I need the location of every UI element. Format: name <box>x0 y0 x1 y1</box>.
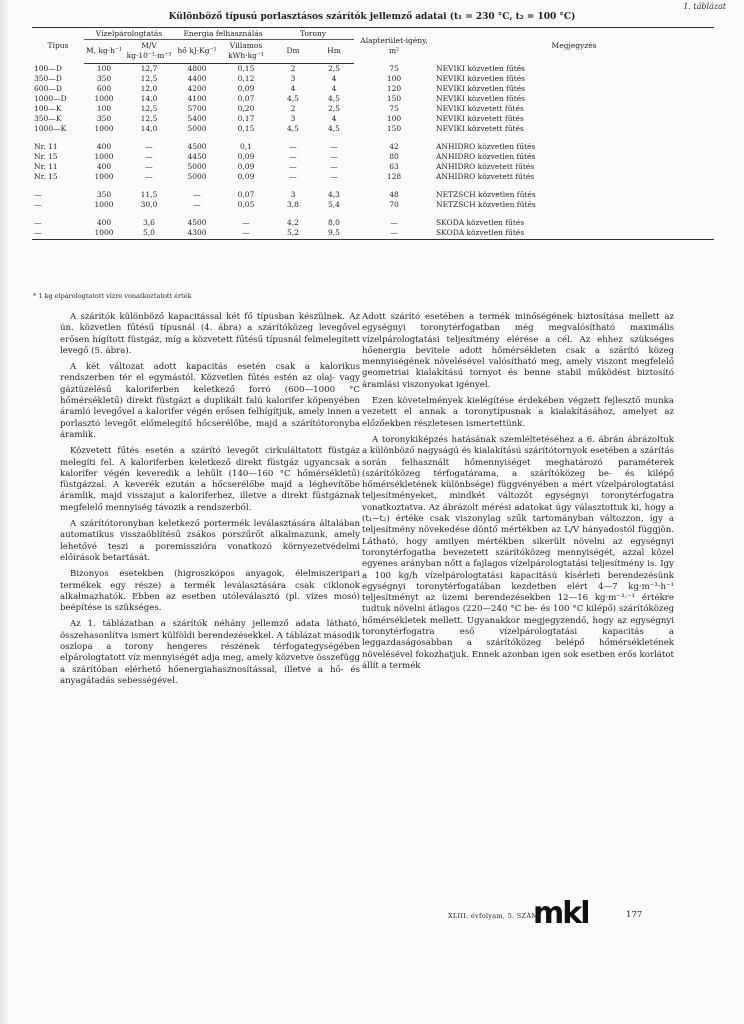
paragraph: A szárítók különböző kapacitással két fő típusban készülnek. Az ún. közvetlen fűtésű típusnál (4. ábra) a szárítóközeg levegővel erősen hígított füstgáz, míg a közvetett fűtésű típusnál felmelegített levegő (5. ábra). <box>60 312 360 356</box>
dryer-data-table <box>32 27 714 240</box>
cell-mv: 12,5 <box>140 114 158 123</box>
group-energy: Energia felhasználás <box>174 28 272 40</box>
cell-type: Nr. 15 <box>34 172 58 181</box>
cell-mv: — <box>145 162 153 171</box>
cell-elec: 0,15 <box>237 124 255 133</box>
cell-elec: 0,20 <box>237 104 255 113</box>
group-evaporation: Vízelpárologtatás <box>84 28 174 40</box>
cell-mv: — <box>145 172 153 181</box>
cell-mv: 11,5 <box>140 190 158 199</box>
paragraph: A toronykiképzés hatásának szemléltetéséhez a 6. ábrán ábrázoltuk a különböző nagyságú és kialakítású szárítótornyok esetében a szárítás során felhasznált hőmennyiséget meghatározó paraméterek (szárítóközeg térfogatárama, a szárítóközeg be- és kilépő hőmérsékletének különbsége) függvényében a mért vízelpárologtatási teljesítményeket, mindkét változót egységnyi toronytérfogatra vonatkoztatva. Az ábrázolt mérési adatokat úgy választottuk ki, hogy a (t₁−t₂) értéke csak viszonylag szűk tartományban változzon, így a teljesítmény növekedése döntő mértékben az L/V hányadostól függjön. Látható, hogy amilyen mértékben sikerült növelni az egységnyi toronytérfogatba bevezetett szárítóközeg mennyiségét, azzal közel egyenes arányban nőtt a fajlagos vízelpárologtatási teljesítmény is. Így a 100 kg/h vízelpárologtatási kapacitású kísérleti berendezésünk egységnyi toronytérfogatában kezdetben elért 4—7 kg·m⁻³·h⁻¹ teljesítményt az üzemi berendezésekben 12—16 kg·m⁻³·⁻¹ értékre tudtuk növelni átlagos (220—240 °C be- és 100 °C kilépő) szárítóközeg hőmérsékletek mellett. Ugyanakkor megjegyzendő, hogy az egységnyi toronytérfogatra eső vízelpárologtatási kapacitás a leggazdaságosabban a szárítóközeg belépő hőmérsékletének növelésével fokozhatjuk. Ennek azonban igen sok esetben erős korlátot állít a termék <box>362 434 674 671</box>
cell-mv: 12,5 <box>140 104 158 113</box>
cell-mv: 3,6 <box>143 218 155 227</box>
cell-mv: — <box>145 142 153 151</box>
cell-hm: — <box>330 162 338 171</box>
cell-type: 350—D <box>34 74 62 83</box>
cell-hm: 4,3 <box>328 190 340 199</box>
cell-note: NEVIKI közvetett fűtés <box>436 114 524 123</box>
cell-type: — <box>34 218 42 227</box>
cell-area: 128 <box>386 172 402 181</box>
table-row <box>32 228 714 240</box>
table-row <box>32 172 714 182</box>
table-row <box>32 162 714 172</box>
cell-hm: 9,5 <box>314 228 354 240</box>
cell-heat: 4300 <box>174 228 220 240</box>
cell-mv: 5,0 <box>124 228 174 240</box>
cell-mv: — <box>145 152 153 161</box>
cell-note: SKODA közvetlen fűtés <box>434 228 714 240</box>
cell-type: — <box>34 190 42 199</box>
col-dm: Dm <box>272 40 314 64</box>
cell-area: 150 <box>386 94 402 103</box>
cell-elec: 0,15 <box>237 64 255 73</box>
cell-area: 75 <box>389 104 399 113</box>
text-column-left <box>60 312 360 692</box>
cell-mv: 30,0 <box>140 200 158 209</box>
table-row <box>32 74 714 84</box>
cell-heat: 5400 <box>187 114 207 123</box>
col-heat: hő kJ·Kg⁻¹ <box>174 40 220 64</box>
cell-m: 100 <box>96 104 112 113</box>
cell-area: 150 <box>386 124 402 133</box>
cell-hm: 4 <box>331 114 337 123</box>
cell-note: SKODA közvetlen fűtés <box>436 218 525 227</box>
cell-heat: 5000 <box>187 124 207 133</box>
cell-hm: 2,5 <box>328 64 340 73</box>
cell-elec: 0,07 <box>237 94 255 103</box>
cell-m: 350 <box>96 114 112 123</box>
col-mv: M/V kg·10⁻¹·m⁻³ <box>124 40 174 64</box>
col-hm: Hm <box>314 40 354 64</box>
table-row <box>32 190 714 200</box>
table-title: Különböző típusú porlasztásos szárítók jellemző adatai (t₁ = 230 °C, t₂ = 100 °C) <box>168 12 576 22</box>
cell-note: NEVIKI közvetlen fűtés <box>436 94 526 103</box>
cell-note: NETZSCH közvetlen fűtés <box>436 190 536 199</box>
cell-note: NEVIKI közvetlen fűtés <box>436 84 526 93</box>
table-row <box>32 104 714 114</box>
group-separator <box>32 210 714 218</box>
scan-gutter-shadow <box>0 0 10 1024</box>
cell-mv: 14,0 <box>140 124 158 133</box>
cell-type: Nr. 11 <box>34 142 58 151</box>
cell-mv: 12,5 <box>140 74 158 83</box>
cell-hm: 4,5 <box>328 124 340 133</box>
paragraph: Az 1. táblázatban a szárítók néhány jellemző adata látható, összehasonlítva ismert külföldi berendezésekkel. A táblázat második oszlopa a torony hengeres részének térfogategységében elpárologtatott víz mennyiségét adja meg, amely közvetve összefügg a szárítóban elérhető hőenergiahasznosítással, illetve a hő- és anyagátadás sebességével. <box>60 619 360 686</box>
cell-dm: — <box>289 152 297 161</box>
cell-area: 42 <box>389 142 399 151</box>
cell-heat: 4800 <box>187 64 207 73</box>
cell-elec: 0,09 <box>237 152 255 161</box>
cell-area: 75 <box>389 63 399 73</box>
cell-dm: 4,5 <box>287 94 299 103</box>
cell-heat: 5000 <box>187 162 207 171</box>
cell-m: 1000 <box>94 200 114 209</box>
cell-m: 350 <box>96 190 112 199</box>
cell-type: 100—D <box>34 63 62 73</box>
cell-heat: 5700 <box>187 104 207 113</box>
cell-dm: 5,2 <box>272 228 314 240</box>
cell-dm: 3 <box>290 190 296 199</box>
cell-area: — <box>354 228 434 240</box>
table-row <box>32 152 714 162</box>
cell-m: 350 <box>96 74 112 83</box>
cell-hm: 8,0 <box>328 218 340 227</box>
table-row <box>32 142 714 152</box>
cell-dm: 3 <box>290 74 296 83</box>
cell-area: 100 <box>386 74 402 83</box>
col-note: Megjegyzés <box>434 28 714 64</box>
col-type: Típus <box>32 28 84 64</box>
cell-heat: 4100 <box>187 94 207 103</box>
cell-hm: — <box>330 152 338 161</box>
cell-m: 1000 <box>84 228 124 240</box>
paragraph: Adott szárító esetében a termék minőségének biztosítása mellett az egységnyi toronytérfogatban még megvalósítható maximális vízelpárologtatási teljesítmény elérése a cél. Az ehhez szükséges hőenergia bevitele adott hőmérsékleten csak a szárító közeg mennyiségének növelésével valósítható meg, amely viszont megfelelő geometriai kialakítású tornyot és benne stabil működést biztosító áramlási viszonyokat igényel. <box>362 312 674 390</box>
cell-area: 63 <box>389 162 399 171</box>
text-column-right <box>362 312 674 677</box>
cell-m: 1000 <box>94 152 114 161</box>
cell-elec: 0,1 <box>240 142 252 151</box>
cell-heat: 4450 <box>187 152 207 161</box>
cell-heat: 4500 <box>187 142 207 151</box>
journal-logo: mkl <box>533 896 589 931</box>
cell-elec: 0,12 <box>237 74 255 83</box>
cell-elec: 0,05 <box>237 200 255 209</box>
group-tower: Torony <box>272 28 354 40</box>
cell-type: — <box>32 228 84 240</box>
cell-area: 120 <box>386 84 402 93</box>
cell-note: ANHIDRO közvetett fűtés <box>436 162 535 171</box>
cell-note: ANHIDRO közvetlen fűtés <box>436 152 536 161</box>
cell-note: NEVIKI közvetlen fűtés <box>436 74 526 83</box>
cell-heat: 4500 <box>187 218 207 227</box>
cell-heat: — <box>193 200 201 209</box>
cell-m: 1000 <box>94 124 114 133</box>
cell-type: 1000—D <box>34 94 67 103</box>
cell-type: — <box>34 200 42 209</box>
table-row <box>32 114 714 124</box>
issue-info: XLIII. évfolyam, 5. SZÁM <box>448 912 539 920</box>
cell-elec: 0,09 <box>237 162 255 171</box>
cell-hm: 2,5 <box>328 104 340 113</box>
page-number: 177 <box>626 910 643 920</box>
cell-heat: 4400 <box>187 74 207 83</box>
cell-elec: 0,17 <box>237 114 255 123</box>
cell-dm: 4 <box>290 84 296 93</box>
cell-dm: 2 <box>290 104 296 113</box>
cell-mv: 12,7 <box>140 64 158 73</box>
cell-area: 70 <box>389 200 399 209</box>
cell-elec: — <box>220 228 272 240</box>
cell-heat: 4200 <box>187 84 207 93</box>
cell-dm: 4,5 <box>287 124 299 133</box>
cell-note: ANHIDRO közvetlen fűtés <box>436 142 536 151</box>
table-row <box>32 218 714 228</box>
cell-hm: 5,4 <box>328 200 340 209</box>
cell-note: ANHIDRO közvetett fűtés <box>436 172 535 181</box>
cell-dm: 4,2 <box>287 218 299 227</box>
cell-dm: 3,8 <box>287 200 299 209</box>
paragraph: Bizonyos esetekben (higroszkópos anyagok, élelmiszeripari termékek egy része) a termék leválasztására csak ciklonok alkalmazhatók. Ebben az esetben utóleválasztó (pl. vizes mosó) beépítése is szükséges. <box>60 569 360 614</box>
cell-note: NETZSCH közvetlen fűtés <box>436 200 536 209</box>
cell-dm: 3 <box>290 114 296 123</box>
cell-area: 48 <box>389 190 399 199</box>
cell-hm: 4 <box>331 74 337 83</box>
cell-m: 400 <box>96 142 112 151</box>
cell-dm: — <box>289 142 297 151</box>
cell-elec: 0,09 <box>237 172 255 181</box>
group-separator <box>32 134 714 142</box>
cell-m: 1000 <box>94 172 114 181</box>
cell-dm: 2 <box>290 64 296 73</box>
cell-heat: 5000 <box>187 172 207 181</box>
cell-type: Nr. 11 <box>34 162 58 171</box>
cell-elec: 0,07 <box>237 190 255 199</box>
paragraph: Ezen követelmények kielégítése érdekében végzett fejlesztő munka vezetett el annak a toronytípusnak a kialakításához, amelyet az előzőekben részletesen ismertettünk. <box>362 396 674 429</box>
table-row <box>32 84 714 94</box>
cell-m: 600 <box>96 84 112 93</box>
cell-mv: 14,0 <box>140 94 158 103</box>
table-row <box>32 94 714 104</box>
table-row <box>32 64 714 75</box>
paragraph: A két változat adott kapacitás esetén csak a kalorikus rendszerben tér el egymástól. Közvetlen fűtés estén az olaj- vagy gáztüzelésű kaloriferben keletkező forró (600—1000 °C hőmérsékletű) direkt füstgázt a duplikált falú kalorifer köpenyében áramló levegővel a kalorifer végén erősen felhígítjuk, amely innen a porlasztó levegőt előmelegítő hőcserélőbe, majd a szárítótoronyba áramlik. <box>60 362 360 440</box>
cell-note: NEVIKI közvetett fűtés <box>436 124 524 133</box>
cell-area: 80 <box>389 152 399 161</box>
cell-m: 400 <box>96 218 112 227</box>
group-separator <box>32 182 714 190</box>
cell-hm: — <box>330 172 338 181</box>
cell-elec: — <box>242 218 250 227</box>
cell-note: NEVIKI közvetlen fűtés <box>436 63 526 73</box>
table-row <box>32 200 714 210</box>
col-m: M, kg·h⁻¹ <box>84 40 124 64</box>
paragraph: A szárítótoronyban keletkező portermék leválasztására általában automatikus visszaöblítésű zsákos porszűrőt alkalmazunk, amely lehetővé teszi a poremisszióra vonatkozó környezetvédelmi előírások betartását. <box>60 519 360 563</box>
cell-m: 100 <box>96 64 112 73</box>
cell-mv: 12,0 <box>140 84 158 93</box>
cell-dm: — <box>289 172 297 181</box>
cell-type: 350—K <box>34 114 62 123</box>
cell-type: 100—K <box>34 104 62 113</box>
cell-hm: — <box>330 142 338 151</box>
cell-heat: — <box>193 190 201 199</box>
table-footnote: * 1 kg elpárologtatott vízre vonatkoztatott érték <box>33 292 192 300</box>
cell-dm: — <box>289 162 297 171</box>
cell-type: 1000—K <box>34 124 67 133</box>
cell-area: 100 <box>386 114 402 123</box>
table-label: 1. táblázat <box>683 2 726 11</box>
cell-area: — <box>390 218 398 227</box>
col-elec: Villamos kWh·kg⁻¹ <box>220 40 272 64</box>
cell-type: 600—D <box>34 84 62 93</box>
cell-elec: 0,09 <box>237 84 255 93</box>
cell-note: NEVIKI közvetett fűtés <box>436 104 524 113</box>
cell-m: 400 <box>96 162 112 171</box>
paragraph: Közvetett fűtés esetén a szárító levegőt cirkuláltatott füstgáz melegíti fel. A kaloriferben keletkező direkt füstgáz ugyancsak a kalorifer végén keveredik a lehűlt (140—160 °C hőmérsékletű) füstgázzal. A keverék ezután a hőcserélőbe majd a léghevítőbe áramlik, majd visszajut a kaloriferhez, illetve a direkt füstgáznak megfelelő mennyiség távozik a rendszerből. <box>60 446 360 513</box>
cell-hm: 4 <box>331 84 337 93</box>
cell-hm: 4,5 <box>328 94 340 103</box>
cell-m: 1000 <box>94 94 114 103</box>
table-body <box>32 64 714 240</box>
cell-type: Nr. 15 <box>34 152 58 161</box>
col-area: Alapterület-igény, m² <box>354 28 434 64</box>
table-row <box>32 124 714 134</box>
